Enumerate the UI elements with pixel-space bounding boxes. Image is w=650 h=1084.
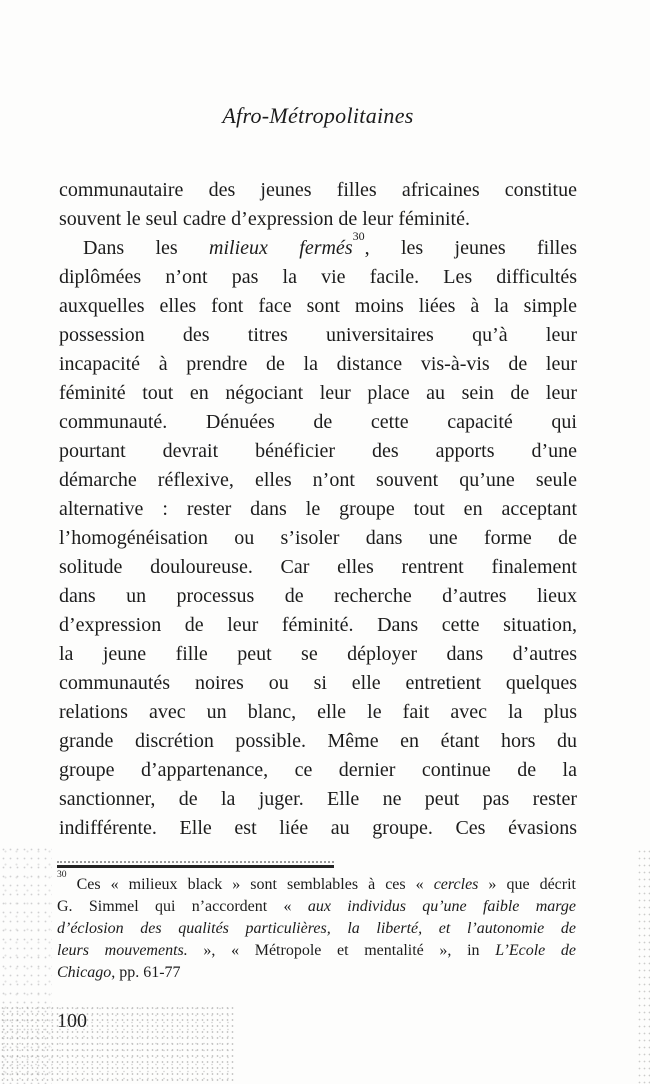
text-segment: diplômées n’ont pas la vie facile. Les difficultés — [59, 266, 577, 288]
text-line — [59, 228, 577, 263]
text-segment: souvent le seul cadre d’expression de leur féminité. — [59, 208, 470, 230]
text-segment: dans un processus de recherche d’autres lieux — [59, 585, 577, 607]
text-segment: solitude douloureuse. Car elles rentrent finalement — [59, 556, 577, 578]
text-line — [59, 176, 577, 205]
scan-noise-right-edge — [637, 848, 650, 1084]
text-segment: L’Ecole de — [495, 942, 577, 959]
text-segment: incapacité à prendre de la distance vis-à-vis de leur — [59, 353, 577, 375]
text-line — [59, 756, 577, 785]
text-segment: d’éclosion des qualités particulières, la liberté, et l’autonomie de — [57, 920, 576, 937]
footnote-reference-superscript: 30 — [57, 869, 67, 881]
text-line — [57, 962, 576, 984]
text-segment: la jeune fille peut se déployer dans d’autres — [59, 643, 577, 665]
text-segment: , les jeunes filles — [364, 237, 577, 259]
text-line — [59, 321, 577, 350]
text-segment: cercles — [433, 876, 479, 893]
text-line — [57, 940, 576, 962]
text-segment: milieux fermés — [209, 237, 353, 259]
text-line — [59, 814, 577, 843]
text-segment: relations avec un blanc, elle le fait avec la plus — [59, 701, 577, 723]
text-segment: Dans les — [83, 237, 210, 259]
text-segment: communauté. Dénuées de cette capacité qui — [59, 411, 577, 433]
text-segment: possession des titres universitaires qu’à leur — [59, 324, 577, 346]
text-segment: l’homogénéisation ou s’isoler dans une forme de — [59, 527, 577, 549]
text-line — [59, 640, 577, 669]
text-line — [59, 727, 577, 756]
text-line — [57, 869, 576, 896]
running-header: Afro-Métropolitaines — [222, 103, 414, 128]
scan-noise-left-edge — [0, 845, 52, 1084]
text-segment: communautés noires ou si elle entretient quelques — [59, 672, 577, 694]
text-line — [59, 582, 577, 611]
text-segment: pourtant devrait bénéficier des apports d’une — [59, 440, 577, 462]
text-segment: leurs mouvements. — [57, 942, 204, 959]
text-segment: », « Métropole et mentalité », in — [203, 942, 496, 959]
footnote — [57, 869, 577, 984]
text-segment: indifférente. Elle est liée au groupe. Ces évasions — [59, 817, 577, 839]
text-segment: » que décrit — [478, 876, 576, 893]
text-segment: alternative : rester dans le groupe tout en acceptant — [59, 498, 577, 520]
text-segment: féminité tout en négociant leur place au sein de leur — [59, 382, 577, 404]
text-segment: G. Simmel qui n’accordent « — [57, 898, 308, 915]
text-segment: Chicago — [57, 964, 112, 981]
body-text — [59, 176, 577, 843]
text-segment: Ces « milieux black » sont semblables à ces « — [66, 876, 434, 893]
scan-noise-bottom-left — [0, 1005, 235, 1084]
footnote-separator-rule — [57, 861, 334, 868]
text-line — [59, 408, 577, 437]
text-line — [59, 698, 577, 727]
text-segment: démarche réflexive, elles n’ont souvent qu’une seule — [59, 469, 577, 491]
text-segment: sanctionner, de la juger. Elle ne peut pas rester — [59, 788, 577, 810]
text-line — [57, 918, 576, 940]
text-segment: grande discrétion possible. Même en étant hors du — [59, 730, 577, 752]
text-segment: auxquelles elles font face sont moins liées à la simple — [59, 295, 577, 317]
text-line — [59, 553, 577, 582]
text-line — [59, 205, 577, 234]
text-line — [59, 292, 577, 321]
page-number: 100 — [57, 1010, 87, 1032]
text-line — [59, 379, 577, 408]
text-line — [59, 785, 577, 814]
text-line — [59, 466, 577, 495]
text-segment: , pp. 61-77 — [111, 964, 181, 981]
text-segment: communautaire des jeunes filles africaines constitue — [59, 179, 577, 201]
text-segment: groupe d’appartenance, ce dernier continue de la — [59, 759, 577, 781]
text-line — [59, 263, 577, 292]
text-line — [59, 350, 577, 379]
text-line — [59, 669, 577, 698]
text-line — [59, 437, 577, 466]
text-line — [57, 896, 576, 918]
footnote-reference-superscript: 30 — [352, 228, 365, 243]
text-line — [59, 524, 577, 553]
text-segment: d’expression de leur féminité. Dans cette situation, — [59, 614, 577, 636]
text-line — [59, 495, 577, 524]
text-segment: aux individus qu’une faible marge — [307, 898, 577, 915]
text-line — [59, 611, 577, 640]
